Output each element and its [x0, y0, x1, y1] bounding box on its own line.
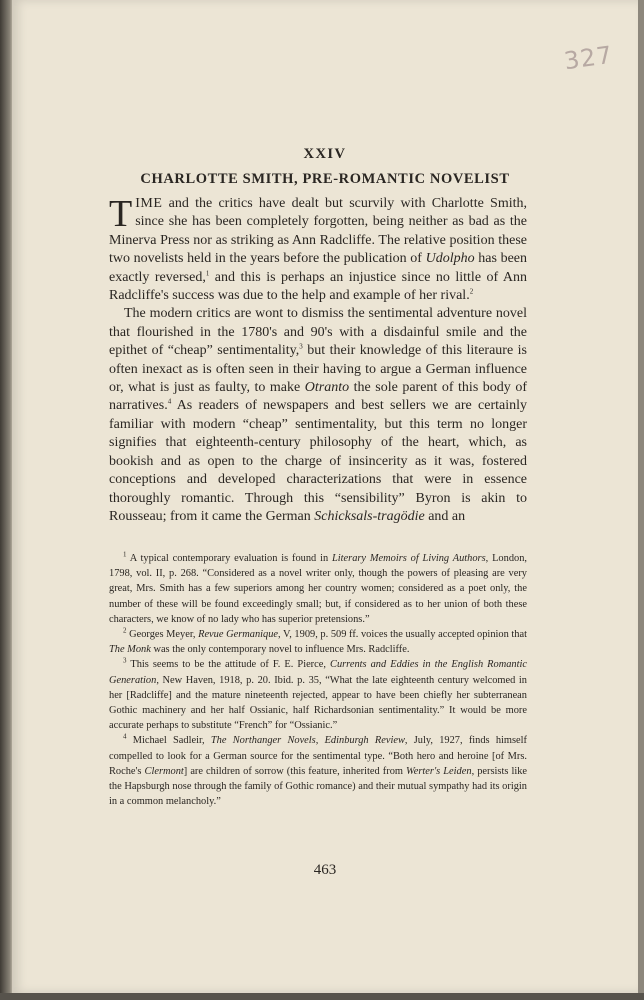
italic-title: Otranto: [304, 380, 350, 396]
text-run: Georges Meyer,: [126, 629, 199, 641]
opening-smallcaps: IME: [135, 196, 163, 211]
text-run: and an: [424, 508, 466, 524]
footnotes: [109, 551, 527, 809]
footnote-4: [109, 733, 527, 809]
text-run: , V, 1909, p. 509 ff. voices the usually accepted opinion that: [278, 629, 527, 641]
text-run: , July, 1927, finds himself compelled to look for a German source for the sentimental type. “Both hero and heroine [of Mrs. Roche's: [109, 735, 528, 777]
footnote-ref-3: 3: [299, 342, 303, 351]
italic-title: The Monk: [109, 644, 151, 656]
chapter-title: CHARLOTTE SMITH, PRE-ROMANTIC NOVELIST: [140, 171, 510, 187]
italic-title: Clermont: [144, 765, 184, 777]
italic-title: The Northanger Novels, Edinburgh Review: [210, 735, 405, 747]
text-run: This seems to be the attitude of F. E. Pierce,: [126, 659, 331, 671]
footnote-2: [109, 627, 527, 657]
text-run: Michael Sadleir,: [126, 735, 211, 747]
footnote-3: [109, 657, 527, 733]
footnote-ref-4: 4: [167, 397, 172, 406]
italic-title: Udolpho: [425, 251, 475, 267]
paragraph-2: [109, 305, 527, 526]
text-run: the sole parent of this body of narratives.: [109, 380, 527, 414]
footnote-ref-2: 2: [469, 287, 474, 296]
footnote-number: 1: [123, 550, 127, 559]
chapter-number: XXIV: [303, 146, 347, 162]
text-run: , London, 1798, vol. II, p. 268. “Considered as a novel writer only, though the powers of pleasing are very great, Mrs. Smith has a few superiors among her country women; considered as a poet only, the number of these will be found exceedingly small; but, if considered as to her union of both these characters, we know of no lady who has superior pretensions.”: [109, 553, 528, 625]
book-page: [12, 0, 638, 993]
italic-title: Revue Germanique: [198, 629, 279, 641]
footnote-number: 3: [123, 656, 127, 665]
text-run: As readers of newspapers and best sellers we are certainly familiar with modern “cheap” sentimentality, but this term no longer signifies that eighteenth-century philosophy of the heart, which, as bookish and as open to the charge of insincerity as it was, fostered conceptions and developed characterizations that were in essence thoroughly romantic. Through this “sensibility” Byron is akin to Rousseau; from it came the German: [109, 398, 527, 524]
drop-cap: T: [109, 193, 133, 235]
handwritten-page-mark: 327: [562, 40, 615, 76]
footnote-number: 4: [123, 732, 127, 741]
text-run: The modern critics are wont to dismiss the sentimental adventure novel that flourished in the 1780's and 90's with a disdainful smile and the epithet of “cheap” sentimentality,: [109, 306, 527, 359]
page-number: 463: [313, 862, 337, 878]
text-run: , persists like the Hapsburgh nose through the family of Gothic romance) and their mutual sympathy had its origin in a common melancholy.”: [109, 765, 528, 808]
page-edge-right: [638, 0, 644, 1000]
italic-title: Werter's Leiden: [406, 765, 472, 777]
text-run: , New Haven, 1918, p. 20. Ibid. p. 35, “What the late eighteenth century welcomed in her [Radcliffe] and the mature nineteenth rejected, appear to have been chiefly her subterranean Gothic machinery and her half Ossianic, half Richardsonian sentimentality.” It would be more accurate perhaps to substitute “French” for “Ossianic.”: [109, 674, 527, 732]
italic-title: Literary Memoirs of Living Authors: [331, 553, 486, 564]
text-run: and this is perhaps an injustice since no little of Ann Radcliffe's success was due to the help and example of her rival.: [109, 269, 527, 304]
text-run: ] are children of sorrow (this feature, inherited from: [183, 765, 407, 777]
footnote-ref-1: 1: [205, 268, 210, 277]
page-edge-bottom: [0, 993, 644, 1000]
text-run: and the critics have dealt but scurvily with Charlotte Smith, since she has been completely forgotten, being neither as bad as the Minerva Press nor as striking as Ann Radcliffe. The relative position these two novelists held in the years before the publication of: [109, 196, 527, 267]
body-text: [109, 195, 527, 526]
text-run: A typical contemporary evaluation is found in: [126, 553, 332, 564]
text-run: was the only contemporary novel to influence Mrs. Radcliffe.: [150, 644, 410, 656]
text-run: has been exactly reversed,: [109, 251, 527, 285]
footnote-1: [109, 551, 527, 627]
italic-title: Currents and Eddies in the English Romantic Generation: [109, 659, 528, 686]
paragraph-1: [109, 195, 527, 305]
text-run: but their knowledge of this literaure is often inexact as is often seen in their having to argue a German influence or, what is just as faulty, to make: [109, 343, 527, 396]
italic-title: Schicksals-tragödie: [314, 508, 425, 524]
footnote-number: 2: [123, 626, 127, 635]
